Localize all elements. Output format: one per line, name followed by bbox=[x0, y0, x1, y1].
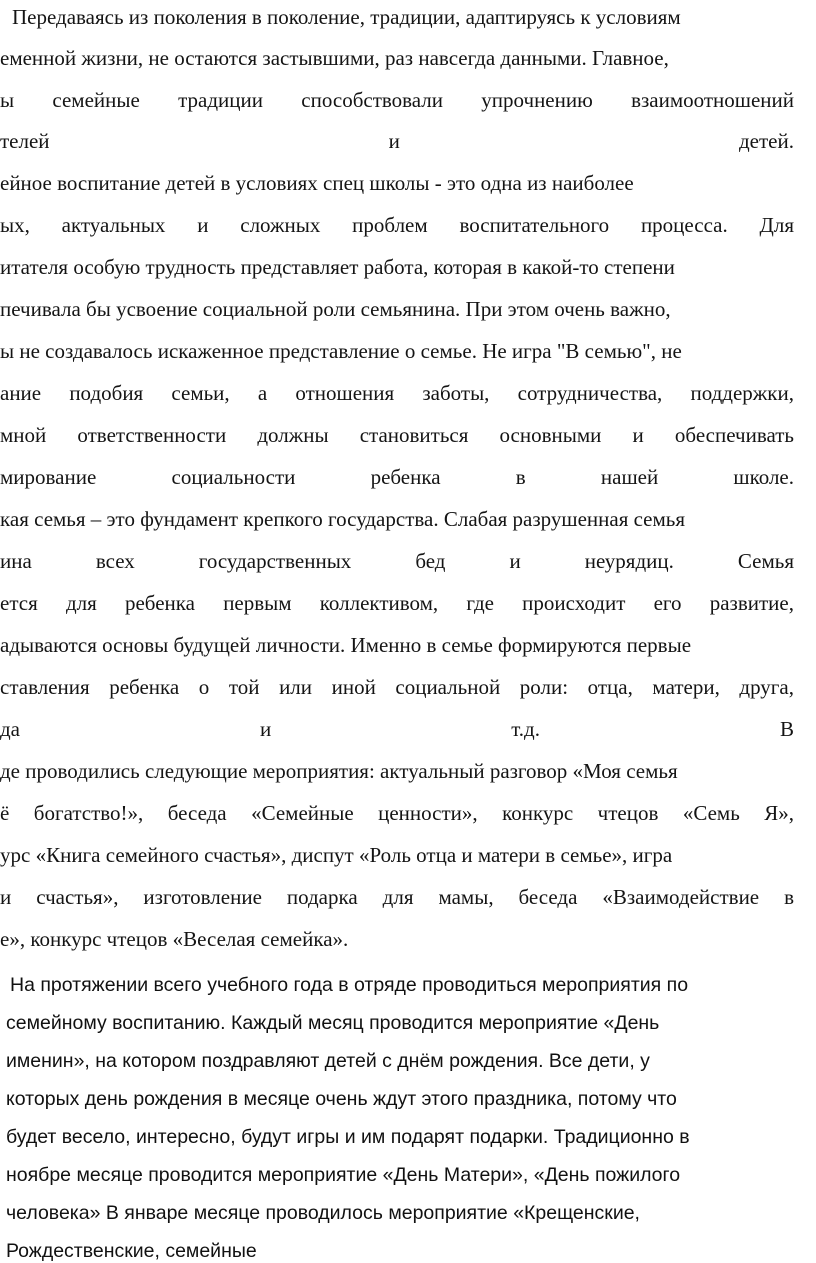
text-line: печивала бы усвоение социальной роли семьянина. При этом очень важно, bbox=[0, 297, 671, 321]
text-line: е», конкурс чтецов «Веселая семейка». bbox=[0, 927, 349, 951]
text-line: мирование социальности ребенка в нашей школе. bbox=[0, 465, 794, 489]
text-line: де проводились следующие мероприятия: актуальный разговор «Моя семья bbox=[0, 759, 678, 783]
text-line: телей и детей. bbox=[0, 129, 794, 153]
text-line: будет весело, интересно, будут игры и им подарят подарки. Традиционно в bbox=[6, 1126, 690, 1148]
text-line: ание подобия семьи, а отношения заботы, сотрудничества, поддержки, bbox=[0, 381, 794, 405]
text-line: ноябре месяце проводится мероприятие «День Матери», «День пожилого bbox=[6, 1164, 681, 1186]
text-line: Рождественские, семейные bbox=[6, 1240, 257, 1262]
text-line: ейное воспитание детей в условиях спец школы - это одна из наиболее bbox=[0, 171, 634, 195]
text-line: адываются основы будущей личности. Именно в семье формируются первые bbox=[0, 633, 692, 657]
text-line: мной ответственности должны становиться основными и обеспечивать bbox=[0, 423, 794, 447]
text-line: ё богатство!», беседа «Семейные ценности», конкурс чтецов «Семь Я», bbox=[0, 801, 794, 825]
text-line: человека» В январе месяце проводилось мероприятие «Крещенские, bbox=[6, 1202, 640, 1224]
text-line: На протяжении всего учебного года в отряде проводиться мероприятия по bbox=[10, 974, 689, 996]
text-line: которых день рождения в месяце очень ждут этого праздника, потому что bbox=[6, 1088, 677, 1110]
text-line: и счастья», изготовление подарка для мамы, беседа «Взаимодействие в bbox=[0, 885, 794, 909]
text-line: ых, актуальных и сложных проблем воспитательного процесса. Для bbox=[0, 213, 794, 237]
text-line: кая семья – это фундамент крепкого государства. Слабая разрушенная семья bbox=[0, 507, 686, 531]
text-line: Передаваясь из поколения в поколение, традиции, адаптируясь к условиям bbox=[12, 5, 681, 29]
text-line: итателя особую трудность представляет работа, которая в какой-то степени bbox=[0, 255, 675, 279]
text-line: ется для ребенка первым коллективом, где происходит его развитие, bbox=[0, 591, 794, 615]
text-line: ы семейные традиции способствовали упрочнению взаимоотношений bbox=[0, 88, 794, 112]
text-line: ина всех государственных бед и неурядиц. Семья bbox=[0, 549, 794, 573]
text-line: да и т.д. В bbox=[0, 717, 794, 741]
text-line: урс «Книга семейного счастья», диспут «Роль отца и матери в семье», игра bbox=[0, 843, 673, 867]
text-line: ы не создавалось искаженное представление о семье. Не игра "В семью", не bbox=[0, 339, 682, 363]
text-line: ставления ребенка о той или иной социальной роли: отца, матери, друга, bbox=[0, 675, 794, 699]
text-line: семейному воспитанию. Каждый месяц проводится мероприятие «День bbox=[6, 1012, 660, 1034]
text-line: еменной жизни, не остаются застывшими, раз навсегда данными. Главное, bbox=[0, 46, 669, 70]
text-line: именин», на котором поздравляют детей с днём рождения. Все дети, у bbox=[6, 1050, 650, 1072]
